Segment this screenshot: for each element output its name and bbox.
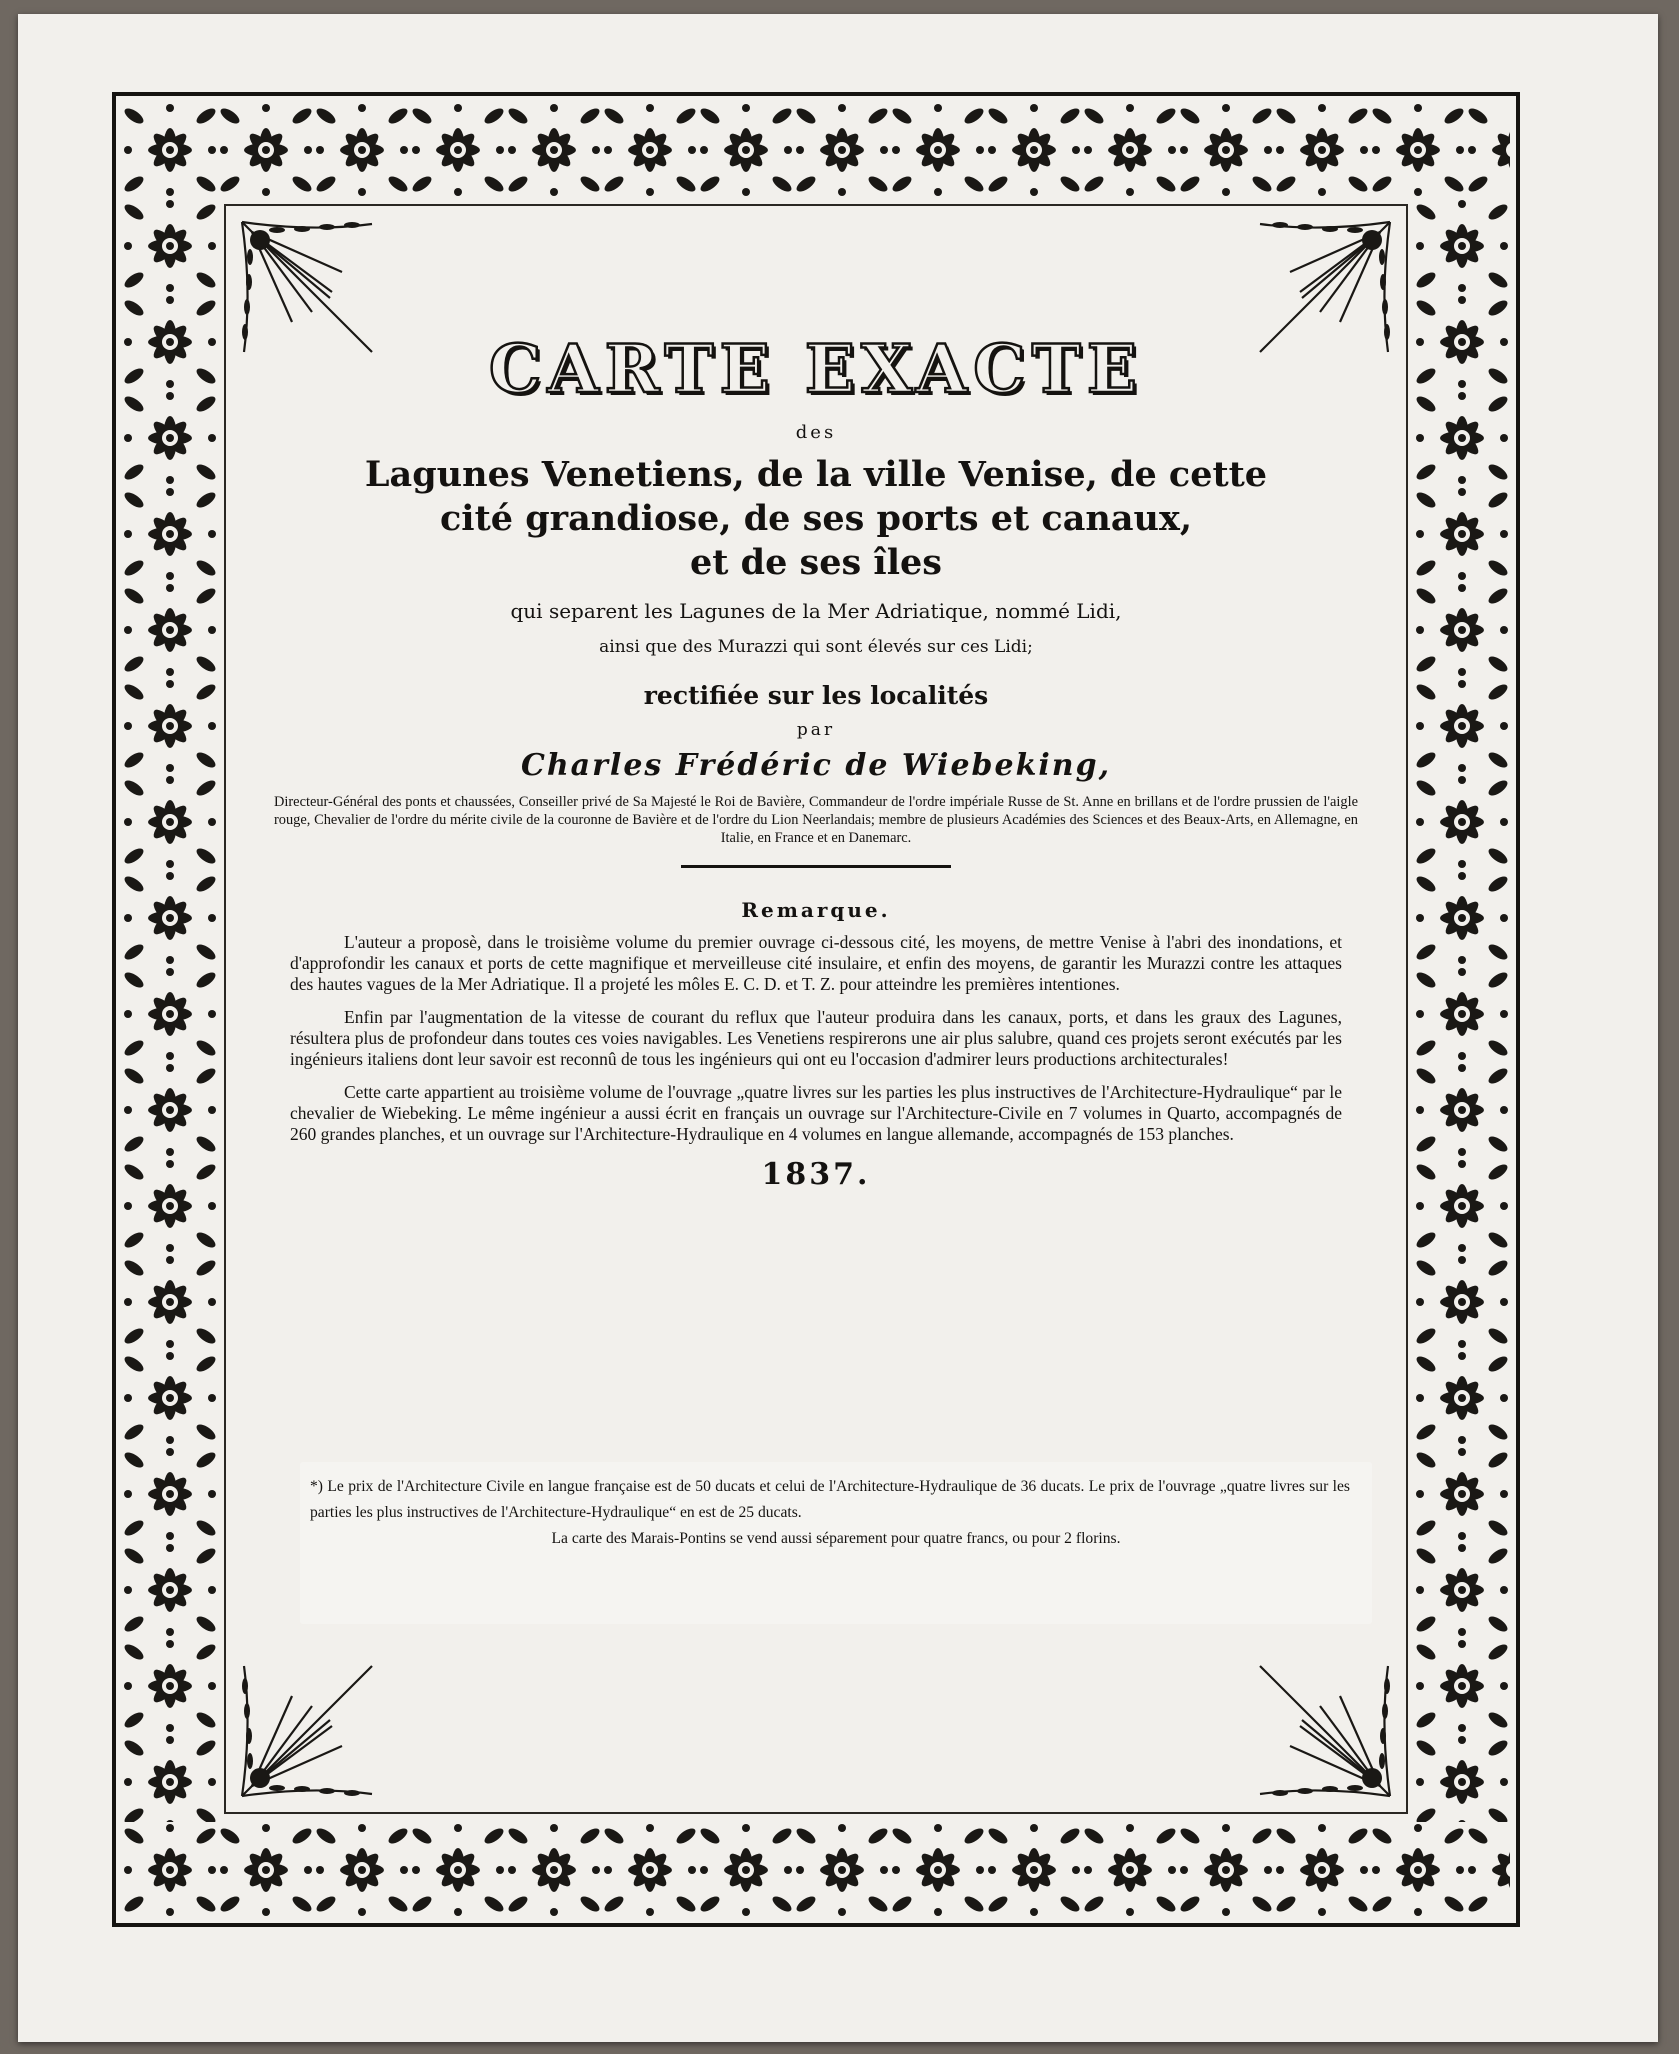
murazzi-line: ainsi que des Murazzi qui sont élevés sur ces Lidi; xyxy=(599,637,1033,657)
rectified-line: rectifiée sur les localités xyxy=(643,681,989,710)
remarque-paragraph-2: Enfin par l'augmentation de la vitesse de courant du reflux que l'auteur produira dans les canaux, ports, et dans les graux des Lagunes, résultera plus de profondeur dans toutes ces voies navigables. Les Venetiens respirerons une air plus salubre, quand ces projets seront exécutés par les ingénieurs italiens dont leur savoir est reconnû de tous les ingénieurs qui ont eu l'occasion d'admirer leurs productions architecturales! xyxy=(290,1007,1342,1069)
marais-pontins-note: La carte des Marais-Pontins se vend aussi séparement pour quatre francs, ou pour 2 florins. xyxy=(551,1530,1121,1547)
subtitle xyxy=(270,453,1362,585)
par-word: par xyxy=(796,720,836,740)
document-title: CARTE EXACTE xyxy=(488,330,1144,408)
corner-ornament-bottom-left xyxy=(232,1656,382,1806)
author-name: Charles Frédéric de Wiebeking, xyxy=(520,748,1112,783)
price-footnote: *) Le prix de l'Architecture Civile en langue française est de 50 ducats et celui de l'Architecture-Hydraulique de 36 ducats. Le prix de l'ouvrage „quatre livres sur les parties les plus instructives de l'Architecture-Hydraulique“ en est de 25 ducats. xyxy=(310,1478,1350,1521)
author-titles: Directeur-Général des ponts et chaussées, Conseiller privé de Sa Majesté le Roi de Bavière, Commandeur de l'ordre impériale Russe de St. Anne en brillans et de l'ordre prussien de l'aigle rouge, Chevalier de l'ordre du mérite civile de la couronne de Bavière et de l'ordre du Lion Neerlandais; membre de plusieurs Académies des Sciences et des Beaux-Arts, en Allemagne, en Italie, en France et en Danemarc. xyxy=(274,794,1358,846)
subtitle-line: cité grandiose, de ses ports et canaux, xyxy=(439,498,1193,539)
remarque-paragraph-3: Cette carte appartient au troisième volume de l'ouvrage „quatre livres sur les parties les plus instructives de l'Architecture-Hydraulique“ par le chevalier de Wiebeking. Le même ingénieur a aussi écrit en français un ouvrage sur l'Architecture-Civile en 7 volumes in Quarto, accompagnés de 260 grandes planches, et un ouvrage sur l'Architecture-Hydraulique en 4 volumes en langue allemande, accompagnés de 153 planches. xyxy=(290,1082,1342,1144)
corner-ornament-bottom-right xyxy=(1250,1656,1400,1806)
lidi-line: qui separent les Lagunes de la Mer Adriatique, nommé Lidi, xyxy=(510,599,1122,623)
des-word: des xyxy=(795,422,837,443)
divider-rule xyxy=(681,865,951,868)
publication-year: 1837. xyxy=(761,1157,871,1192)
remarque-heading: Remarque. xyxy=(741,898,891,922)
subtitle-line: Lagunes Venetiens, de la ville Venise, de cette xyxy=(364,454,1268,495)
document-content xyxy=(270,330,1362,1208)
pasted-footnote-slip xyxy=(300,1462,1372,1624)
subtitle-line: et de ses îles xyxy=(690,542,942,583)
remarque-paragraph-1: L'auteur a proposè, dans le troisième volume du premier ouvrage ci-dessous cité, les moyens, de mettre Venise à l'abri des inondations, et d'approfondir les canaux et ports de cette magnifique et merveilleuse cité insulaire, et enfin des moyens, de garantir les Murazzi contre les attaques des hautes vagues de la Mer Adriatique. Il a projeté les môles E. C. D. et T. Z. pour atteindre les premières intentiones. xyxy=(290,932,1342,994)
